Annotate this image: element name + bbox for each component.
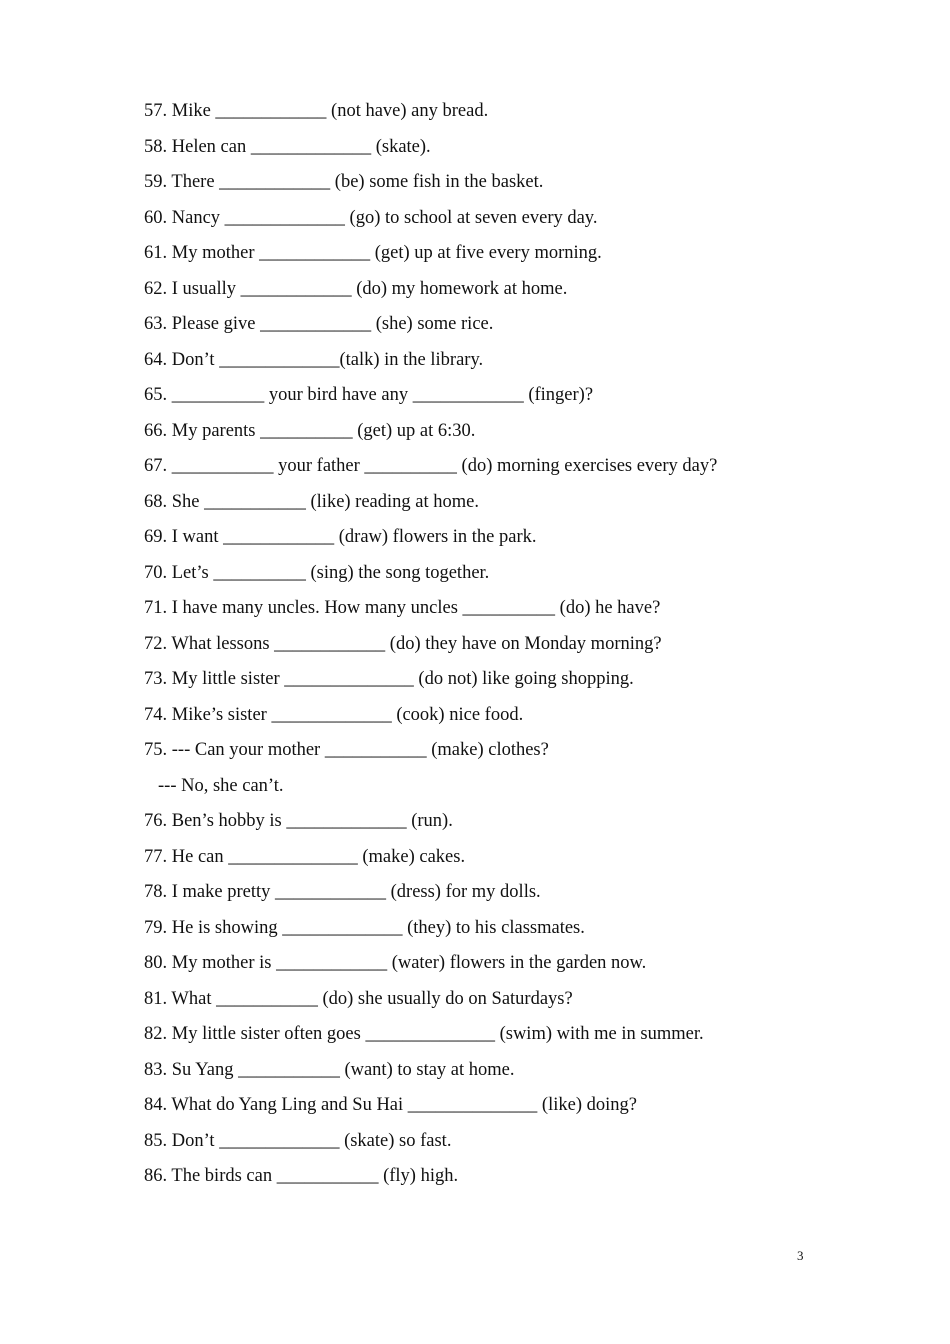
- exercise-65: 65. __________ your bird have any ____________ (finger)?: [144, 385, 594, 405]
- exercise-72: 72. What lessons ____________ (do) they have on Monday morning?: [144, 633, 662, 654]
- exercise-74: 74. Mike’s sister _____________ (cook) nice food.: [144, 704, 524, 725]
- exercise-57: 57. Mike ____________ (not have) any bread.: [144, 101, 489, 121]
- exercise-85: 85. Don’t _____________ (skate) so fast.: [144, 1130, 452, 1151]
- exercise-75: 75. --- Can your mother ___________ (make) clothes?: [144, 740, 549, 760]
- exercise-70: 70. Let’s __________ (sing) the song together.: [144, 562, 490, 583]
- exercise-79: 79. He is showing _____________ (they) to his classmates.: [144, 917, 585, 938]
- exercise-67: 67. ___________ your father __________ (do) morning exercises every day?: [144, 456, 718, 476]
- exercise-66: 66. My parents __________ (get) up at 6:30.: [144, 420, 476, 441]
- exercise-68: 68. She ___________ (like) reading at home.: [144, 491, 479, 512]
- exercise-59: 59. There ____________ (be) some fish in the basket.: [144, 172, 544, 192]
- exercise-61: 61. My mother ____________ (get) up at five every morning.: [144, 243, 602, 263]
- page-number: 3: [797, 1248, 804, 1263]
- exercise-78: 78. I make pretty ____________ (dress) for my dolls.: [144, 882, 541, 902]
- exercise-76: 76. Ben’s hobby is _____________ (run).: [144, 811, 453, 831]
- exercise-80: 80. My mother is ____________ (water) flowers in the garden now.: [144, 953, 647, 973]
- exercise-82: 82. My little sister often goes ______________ (swim) with me in summer.: [144, 1024, 704, 1044]
- exercise-list: [144, 98, 844, 1199]
- exercise-58: 58. Helen can _____________ (skate).: [144, 136, 431, 157]
- exercise-63: 63. Please give ____________ (she) some rice.: [144, 314, 494, 334]
- exercise-60: 60. Nancy _____________ (go) to school at seven every day.: [144, 207, 598, 228]
- exercise-64: 64. Don’t _____________(talk) in the library.: [144, 349, 484, 370]
- exercise-69: 69. I want ____________ (draw) flowers in the park.: [144, 527, 537, 547]
- exercise-83: 83. Su Yang ___________ (want) to stay at home.: [144, 1059, 515, 1080]
- exercise-62: 62. I usually ____________ (do) my homework at home.: [144, 278, 568, 299]
- exercise-84: 84. What do Yang Ling and Su Hai ______________ (like) doing?: [144, 1095, 637, 1115]
- exercise-81: 81. What ___________ (do) she usually do on Saturdays?: [144, 988, 573, 1009]
- exercise-86: 86. The birds can ___________ (fly) high.: [144, 1166, 459, 1186]
- exercise-73: 73. My little sister ______________ (do not) like going shopping.: [144, 669, 634, 689]
- exercise-75-answer: --- No, she can’t.: [158, 775, 284, 796]
- exercise-77: 77. He can ______________ (make) cakes.: [144, 846, 466, 867]
- exercise-71: 71. I have many uncles. How many uncles __________ (do) he have?: [144, 598, 661, 618]
